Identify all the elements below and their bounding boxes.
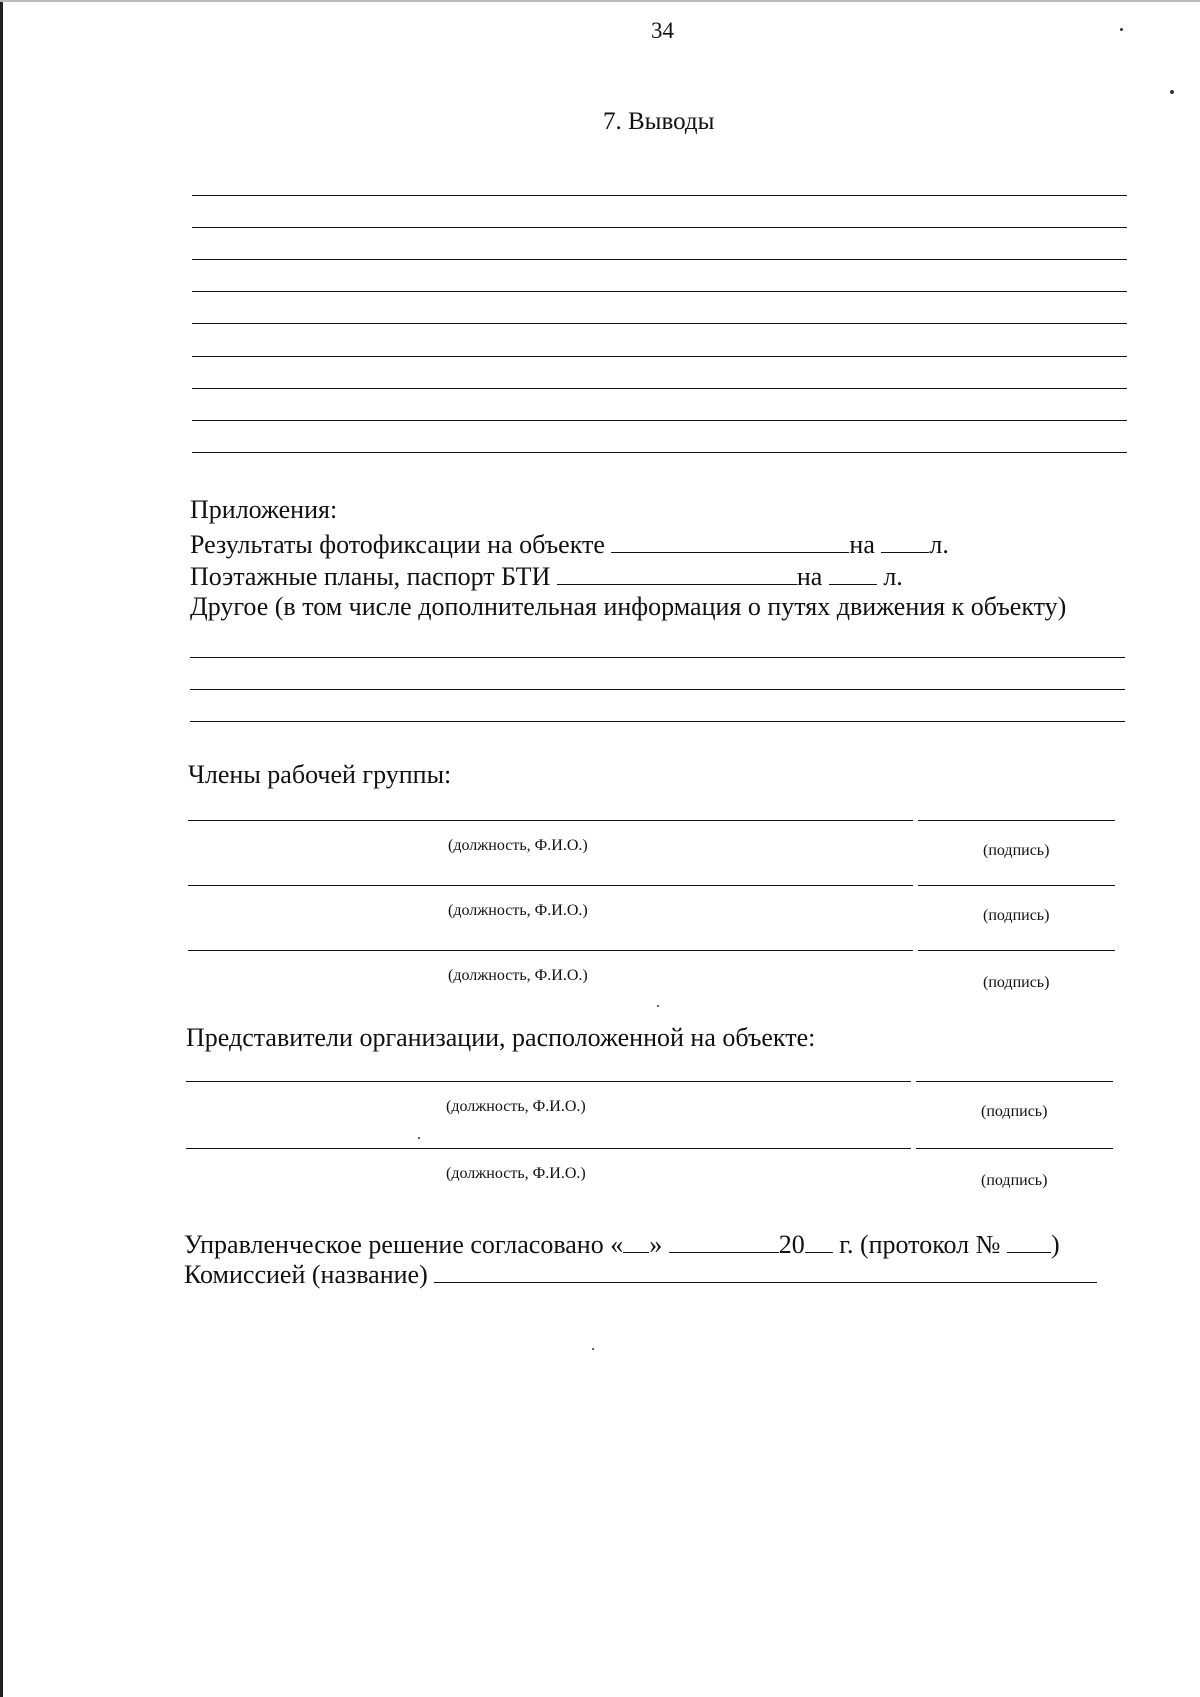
decision-day-field[interactable] [623, 1230, 649, 1253]
conclusion-line[interactable] [192, 323, 1127, 324]
photo-results-sheets: л. [929, 530, 949, 559]
floor-plans-on: на [796, 562, 823, 591]
photo-results-on: на [849, 530, 875, 559]
signature-caption: (подпись) [983, 907, 1050, 924]
section-title: 7. Выводы [603, 108, 715, 135]
floor-plans-field[interactable] [557, 562, 797, 585]
floor-plans-sheets-field[interactable] [829, 562, 877, 585]
working-group-heading: Члены рабочей группы: [188, 760, 452, 789]
scan-speck [657, 1005, 659, 1007]
position-caption: (должность, Ф.И.О.) [448, 967, 588, 984]
position-line[interactable] [188, 885, 913, 886]
page-left-edge [0, 0, 3, 1697]
conclusion-line[interactable] [192, 291, 1127, 292]
signature-line[interactable] [918, 820, 1115, 821]
position-line[interactable] [186, 1081, 911, 1082]
decision-agreed-text: Управленческое решение согласовано « [184, 1230, 624, 1259]
decision-agreed-row [184, 1230, 1060, 1258]
photo-results-field[interactable] [611, 530, 849, 553]
position-line[interactable] [188, 820, 913, 821]
other-info-label: Другое (в том числе дополнительная информация о путях движения к объекту) [190, 592, 1067, 621]
floor-plans-sheets: л. [883, 562, 903, 591]
floor-plans-row [190, 562, 903, 590]
signature-line[interactable] [918, 950, 1115, 951]
decision-protocol-field[interactable] [1007, 1230, 1051, 1253]
other-info-line[interactable] [190, 689, 1125, 690]
page-top-edge [0, 0, 1200, 2]
decision-protocol-label: г. (протокол № [839, 1230, 1001, 1259]
conclusion-line[interactable] [192, 195, 1127, 196]
decision-month-field[interactable] [669, 1230, 779, 1253]
conclusion-line[interactable] [192, 420, 1127, 421]
scan-speck [592, 1348, 594, 1350]
position-line[interactable] [188, 950, 913, 951]
position-caption: (должность, Ф.И.О.) [448, 837, 588, 854]
signature-line[interactable] [918, 885, 1115, 886]
photo-results-sheets-field[interactable] [881, 530, 929, 553]
other-info-line[interactable] [190, 721, 1125, 722]
conclusion-line[interactable] [192, 452, 1127, 453]
scan-speck [1170, 90, 1174, 94]
scan-speck [1120, 28, 1123, 31]
position-caption: (должность, Ф.И.О.) [448, 902, 588, 919]
other-info-line[interactable] [190, 657, 1125, 658]
conclusion-line[interactable] [192, 356, 1127, 357]
decision-year-field[interactable] [805, 1230, 833, 1253]
commission-name-field[interactable] [434, 1260, 1097, 1283]
appendices-heading: Приложения: [190, 495, 338, 524]
photo-results-row [190, 530, 949, 558]
signature-line[interactable] [916, 1148, 1113, 1149]
position-caption: (должность, Ф.И.О.) [446, 1165, 586, 1182]
conclusion-line[interactable] [192, 259, 1127, 260]
commission-label: Комиссией (название) [184, 1260, 428, 1289]
decision-paren-close: ) [1050, 1230, 1060, 1259]
conclusion-line[interactable] [192, 227, 1127, 228]
signature-caption: (подпись) [983, 974, 1050, 991]
commission-row [184, 1260, 1097, 1288]
photo-results-label: Результаты фотофиксации на объекте [190, 530, 605, 559]
signature-line[interactable] [916, 1081, 1113, 1082]
conclusion-line[interactable] [192, 388, 1127, 389]
decision-year-prefix: 20 [778, 1230, 805, 1259]
org-representatives-heading: Представители организации, расположенной на объекте: [186, 1023, 816, 1052]
floor-plans-label: Поэтажные планы, паспорт БТИ [190, 562, 551, 591]
position-caption: (должность, Ф.И.О.) [446, 1098, 586, 1115]
scan-speck [418, 1137, 420, 1139]
position-line[interactable] [186, 1148, 911, 1149]
decision-quote-close: » [649, 1230, 663, 1259]
signature-caption: (подпись) [983, 842, 1050, 859]
signature-caption: (подпись) [981, 1103, 1048, 1120]
page-number: 34 [651, 18, 674, 43]
signature-caption: (подпись) [981, 1172, 1048, 1189]
